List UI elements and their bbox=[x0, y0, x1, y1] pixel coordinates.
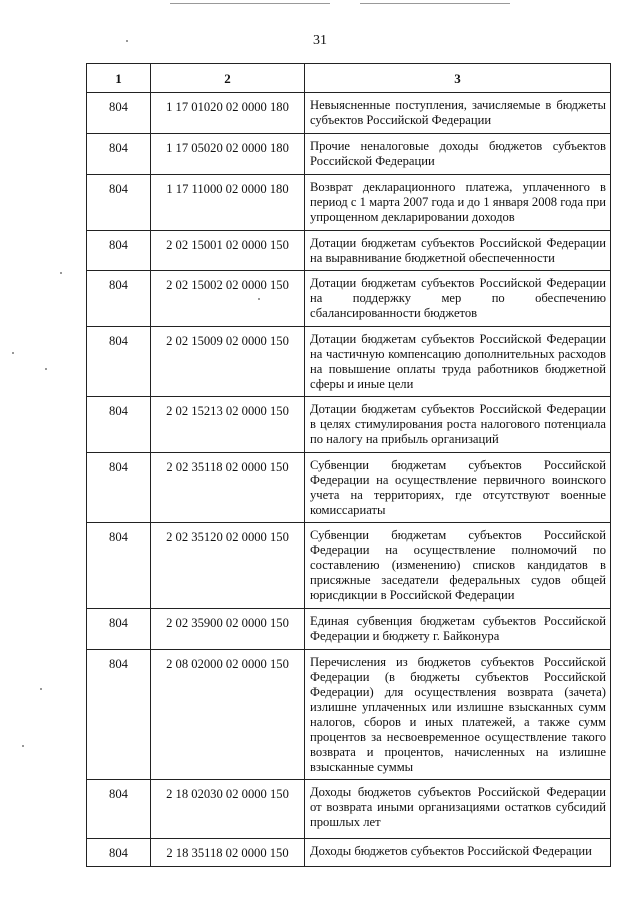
income-code-cell: 2 08 02000 02 0000 150 bbox=[151, 650, 305, 780]
admin-code-cell: 804 bbox=[87, 134, 151, 175]
page-number: 31 bbox=[313, 33, 327, 48]
scan-speck bbox=[126, 40, 128, 42]
scan-speck bbox=[22, 745, 24, 747]
table-row bbox=[87, 231, 611, 271]
scan-speck bbox=[45, 368, 47, 370]
table-row bbox=[87, 780, 611, 839]
table-row bbox=[87, 839, 611, 867]
income-code-cell: 2 02 35118 02 0000 150 bbox=[151, 453, 305, 523]
admin-code-cell: 804 bbox=[87, 839, 151, 867]
admin-code-cell: 804 bbox=[87, 93, 151, 134]
income-name-cell: Дотации бюджетам субъектов Российской Федерации на частичную компенсацию дополнительных расходов на повышение оплаты труда работников бюджетной сферы и иные цели bbox=[305, 327, 611, 397]
table-row bbox=[87, 650, 611, 780]
admin-code-cell: 804 bbox=[87, 231, 151, 271]
admin-code-cell: 804 bbox=[87, 650, 151, 780]
admin-code-cell: 804 bbox=[87, 609, 151, 650]
table-row bbox=[87, 523, 611, 609]
column-header-2: 2 bbox=[151, 64, 305, 93]
scan-speck bbox=[40, 688, 42, 690]
admin-code-cell: 804 bbox=[87, 327, 151, 397]
table-header-row bbox=[87, 64, 611, 93]
income-name-cell: Перечисления из бюджетов субъектов Российской Федерации (в бюджеты субъектов Российской Федерации) для осуществления возврата (зачета) излишне уплаченных или излишне взысканных сумм налогов, сборов и иных платежей, а также сумм процентов за несвоевременное осуществление такого возврата и процентов, начисленных на излишне взысканные суммы bbox=[305, 650, 611, 780]
income-name-cell: Дотации бюджетам субъектов Российской Федерации на поддержку мер по обеспечению сбалансированности бюджетов bbox=[305, 271, 611, 327]
income-name-cell: Субвенции бюджетам субъектов Российской Федерации на осуществление первичного воинского учета на территориях, где отсутствуют военные комиссариаты bbox=[305, 453, 611, 523]
income-name-cell: Дотации бюджетам субъектов Российской Федерации на выравнивание бюджетной обеспеченности bbox=[305, 231, 611, 271]
income-code-cell: 2 18 35118 02 0000 150 bbox=[151, 839, 305, 867]
budget-classification-table bbox=[86, 63, 611, 867]
admin-code-cell: 804 bbox=[87, 397, 151, 453]
table-row bbox=[87, 134, 611, 175]
table-row bbox=[87, 175, 611, 231]
income-name-cell: Доходы бюджетов субъектов Российской Федерации bbox=[305, 839, 611, 867]
income-name-cell: Доходы бюджетов субъектов Российской Федерации от возврата иными организациями остатков субсидий прошлых лет bbox=[305, 780, 611, 839]
table-row bbox=[87, 453, 611, 523]
table-row bbox=[87, 327, 611, 397]
income-code-cell: 2 02 15213 02 0000 150 bbox=[151, 397, 305, 453]
admin-code-cell: 804 bbox=[87, 453, 151, 523]
table-row bbox=[87, 397, 611, 453]
income-name-cell: Возврат декларационного платежа, уплаченного в период с 1 марта 2007 года и до 1 января 2008 года при упрощенном декларировании доходов bbox=[305, 175, 611, 231]
income-code-cell: 2 02 15001 02 0000 150 bbox=[151, 231, 305, 271]
income-name-cell: Невыясненные поступления, зачисляемые в бюджеты субъектов Российской Федерации bbox=[305, 93, 611, 134]
income-code-cell: 1 17 05020 02 0000 180 bbox=[151, 134, 305, 175]
income-name-cell: Прочие неналоговые доходы бюджетов субъектов Российской Федерации bbox=[305, 134, 611, 175]
table-row bbox=[87, 609, 611, 650]
top-rule-left bbox=[170, 3, 330, 4]
income-name-cell: Дотации бюджетам субъектов Российской Федерации в целях стимулирования роста налогового потенциала по налогу на прибыль организаций bbox=[305, 397, 611, 453]
income-code-cell: 2 02 35120 02 0000 150 bbox=[151, 523, 305, 609]
income-name-cell: Единая субвенция бюджетам субъектов Российской Федерации и бюджету г. Байконура bbox=[305, 609, 611, 650]
scan-speck bbox=[60, 272, 62, 274]
scan-speck bbox=[258, 298, 260, 300]
column-header-3: 3 bbox=[305, 64, 611, 93]
income-code-cell: 2 02 35900 02 0000 150 bbox=[151, 609, 305, 650]
column-header-1: 1 bbox=[87, 64, 151, 93]
table-row bbox=[87, 271, 611, 327]
income-name-cell: Субвенции бюджетам субъектов Российской Федерации на осуществление полномочий по составлению (изменению) списков кандидатов в присяжные заседатели федеральных судов общей юрисдикции в Российской Федерации bbox=[305, 523, 611, 609]
admin-code-cell: 804 bbox=[87, 175, 151, 231]
admin-code-cell: 804 bbox=[87, 523, 151, 609]
income-code-cell: 1 17 01020 02 0000 180 bbox=[151, 93, 305, 134]
income-code-cell: 2 18 02030 02 0000 150 bbox=[151, 780, 305, 839]
scan-speck bbox=[12, 352, 14, 354]
table-row bbox=[87, 93, 611, 134]
income-code-cell: 1 17 11000 02 0000 180 bbox=[151, 175, 305, 231]
admin-code-cell: 804 bbox=[87, 271, 151, 327]
top-rule-right bbox=[360, 3, 510, 4]
income-code-cell: 2 02 15009 02 0000 150 bbox=[151, 327, 305, 397]
admin-code-cell: 804 bbox=[87, 780, 151, 839]
income-code-cell: 2 02 15002 02 0000 150 bbox=[151, 271, 305, 327]
